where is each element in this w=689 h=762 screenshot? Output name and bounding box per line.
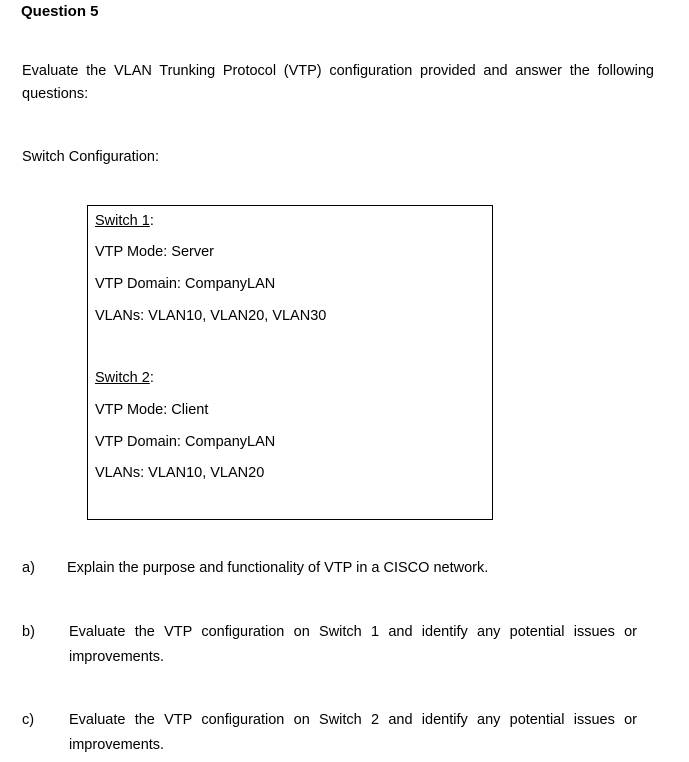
- switch-1-heading: [95, 213, 154, 229]
- switch-1-domain: VTP Domain: CompanyLAN: [95, 276, 276, 292]
- switch-1-vlans: VLANs: VLAN10, VLAN20, VLAN30: [95, 308, 327, 324]
- question-title: Question 5: [21, 3, 99, 20]
- sub-question-c-line-1: Evaluate the VTP configuration on Switch 2 and identify any potential issues or: [69, 712, 637, 728]
- sub-question-a-letter: a): [22, 560, 35, 576]
- switch-1-mode: VTP Mode: Server: [95, 244, 215, 260]
- switch-configuration-label: Switch Configuration:: [22, 149, 160, 165]
- sub-question-c-line-2: improvements.: [69, 737, 165, 753]
- sub-question-a-text: Explain the purpose and functionality of VTP in a CISCO network.: [67, 560, 489, 576]
- switch-1-name: Switch 1: [95, 213, 150, 229]
- sub-question-b-line-2: improvements.: [69, 649, 165, 665]
- intro-line-1: Evaluate the VLAN Trunking Protocol (VTP) configuration provided and answer the following: [22, 63, 654, 79]
- switch-2-name: Switch 2: [95, 370, 150, 386]
- switch-2-mode: VTP Mode: Client: [95, 402, 209, 418]
- question-intro: [22, 60, 654, 106]
- switch-2-colon: :: [149, 370, 154, 386]
- switch-configuration-box: [87, 205, 493, 520]
- switch-1-colon: :: [149, 213, 154, 229]
- sub-question-b-line-1: Evaluate the VTP configuration on Switch 1 and identify any potential issues or: [69, 624, 637, 640]
- switch-2-domain: VTP Domain: CompanyLAN: [95, 434, 276, 450]
- sub-question-b-text: [69, 620, 637, 670]
- switch-2-heading: [95, 370, 154, 386]
- intro-line-2: questions:: [22, 86, 89, 102]
- sub-question-c-text: [69, 708, 637, 758]
- sub-question-b-letter: b): [22, 624, 35, 640]
- switch-2-vlans: VLANs: VLAN10, VLAN20: [95, 465, 265, 481]
- sub-question-c-letter: c): [22, 712, 35, 728]
